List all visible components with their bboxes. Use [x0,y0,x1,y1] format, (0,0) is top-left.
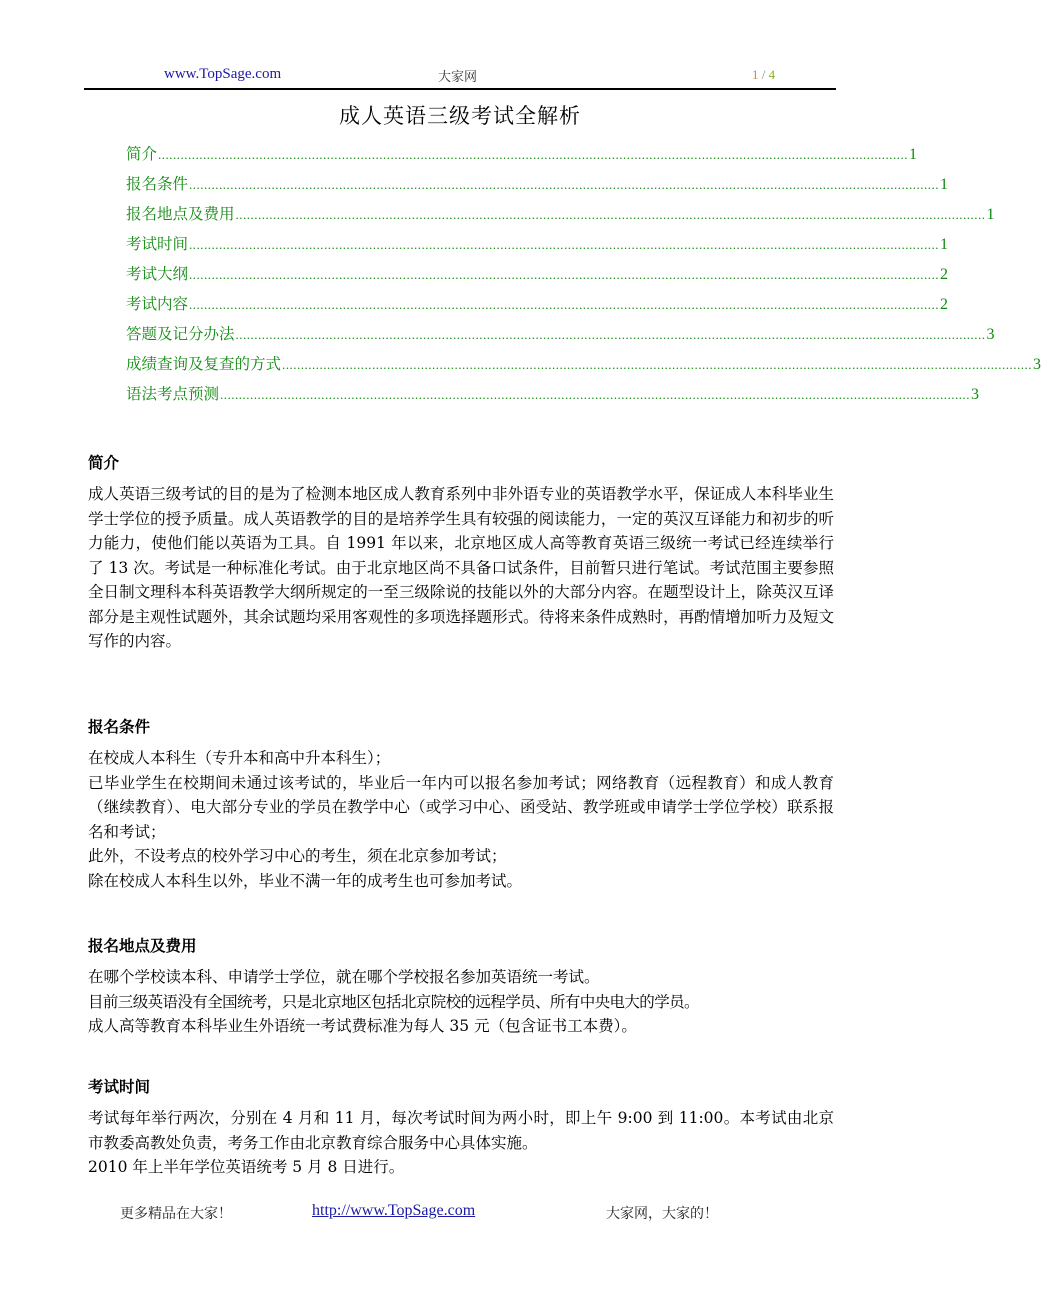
section-line: 除在校成人本科生以外，毕业不满一年的成考生也可参加考试。 [88,871,523,890]
toc-page-number: 1 [986,206,995,223]
section-line: 在哪个学校读本科、申请学士学位，就在哪个学校报名参加英语统一考试。 [88,968,600,986]
toc-item-syllabus[interactable] [126,262,949,292]
toc-leader-dots: ........................................................................................................................................................................................................ [189,177,940,192]
toc-label: 考试时间 [126,235,189,253]
toc-label: 考试内容 [126,295,189,313]
page-current: 1 [752,67,759,82]
toc-page-number: 3 [971,386,980,403]
section-eligibility [88,716,834,893]
footer-site-link[interactable]: http://www.TopSage.com [312,1202,476,1219]
toc-label: 考试大纲 [126,265,189,283]
section-line: 已毕业学生在校期间未通过该考试的，毕业后一年内可以报名参加考试；网络教育（远程教育）和成人教育（继续教育）、电大部分专业的学员在教学中心（或学习中心、函受站、教学班或申请学士学位学校）联系报名和考试； [88,773,834,841]
toc-page-number: 1 [940,236,949,253]
toc-item-location-fee[interactable] [126,202,995,232]
toc-page-number: 2 [940,296,949,313]
document-title: 成人英语三级考试全解析 [339,104,581,128]
table-of-contents [126,142,1041,412]
section-line: 2010 年上半年学位英语统考 5 月 8 日进行。 [88,1158,405,1176]
page-footer [0,1203,920,1227]
section-heading: 简介 [88,453,120,472]
toc-label: 报名地点及费用 [126,205,235,223]
section-heading: 报名地点及费用 [88,936,197,955]
toc-leader-dots: ........................................................................................................................................................................................................ [158,147,909,162]
page-total: 4 [768,67,776,82]
section-line: 在校成人本科生（专升本和高中升本科生）； [88,749,391,767]
toc-label: 答题及记分办法 [126,325,235,343]
toc-leader-dots: ........................................................................................................................................................................................................ [235,207,986,222]
header-site-url[interactable]: www.TopSage.com [164,66,282,82]
section-heading: 考试时间 [88,1077,151,1096]
toc-leader-dots: ........................................................................................................................................................................................................ [235,327,986,342]
toc-page-number: 1 [940,176,949,193]
header-site-name: 大家网 [438,70,478,85]
toc-page-number: 1 [909,146,918,163]
section-exam-time [88,1076,834,1180]
section-line: 目前三级英语没有全国统考，只是北京地区包括北京院校的远程学员、所有中央电大的学员。 [88,992,699,1011]
toc-item-exam-time[interactable] [126,232,949,262]
toc-item-grammar[interactable] [126,382,980,412]
toc-item-eligibility[interactable] [126,172,949,202]
footer-slogan-left: 更多精品在大家！ [120,1206,232,1222]
toc-label: 报名条件 [126,175,189,193]
toc-label: 成绩查询及复查的方式 [126,355,282,373]
toc-item-intro[interactable] [126,142,918,172]
section-line: 此外，不设考点的校外学习中心的考生，须在北京参加考试； [88,847,507,865]
toc-leader-dots: ........................................................................................................................................................................................................ [189,267,940,282]
toc-leader-dots: ........................................................................................................................................................................................................ [220,387,971,402]
section-heading: 报名条件 [88,717,151,736]
toc-page-number: 2 [940,266,949,283]
toc-item-content[interactable] [126,292,949,322]
toc-page-number: 3 [986,326,995,343]
page-separator: / [758,67,769,82]
toc-leader-dots: ........................................................................................................................................................................................................ [189,297,940,312]
section-line: 成人高等教育本科毕业生外语统一考试费标准为每人 35 元（包含证书工本费）。 [88,1017,637,1035]
section-paragraph: 成人英语三级考试的目的是为了检测本地区成人教育系列中非外语专业的英语教学水平，保证成人本科毕业生学士学位的授予质量。成人英语教学的目的是培养学生具有较强的阅读能力，一定的英汉互译能力和初步的听力能力，使他们能以英语为工具。自 1991 年以来，北京地区成人高等教育英语三级统一考试已经连续举行了 13 次。考试是一种标准化考试。由于北京地区尚不具备口试条件，目前暂只进行笔试。考试范围主要参照全日制文理科本科英语教学大纲所规定的一至三级除说的技能以外的大部分内容。在题型设计上，除英汉互译部分是主观性试题外，其余试题均采用客观性的多项选择题形式。待将来条件成熟时，再酌情增加听力及短文写作的内容。 [88,485,834,650]
toc-item-results[interactable] [126,352,1041,382]
toc-page-number: 3 [1033,356,1041,373]
toc-label: 语法考点预测 [126,385,220,403]
toc-label: 简介 [126,145,158,163]
footer-slogan-right: 大家网，大家的！ [606,1206,718,1222]
toc-leader-dots: ........................................................................................................................................................................................................ [282,357,1033,372]
toc-item-scoring[interactable] [126,322,995,352]
section-location-fee [88,935,834,1039]
page-header [84,64,836,90]
toc-leader-dots: ........................................................................................................................................................................................................ [189,237,940,252]
section-intro [88,452,834,654]
page-indicator [752,67,775,83]
section-line: 考试每年举行两次，分别在 4 月和 11 月，每次考试时间为两小时，即上午 9:00 到 11:00。本考试由北京市教委高教处负责，考务工作由北京教育综合服务中心具体实施。 [88,1109,834,1152]
